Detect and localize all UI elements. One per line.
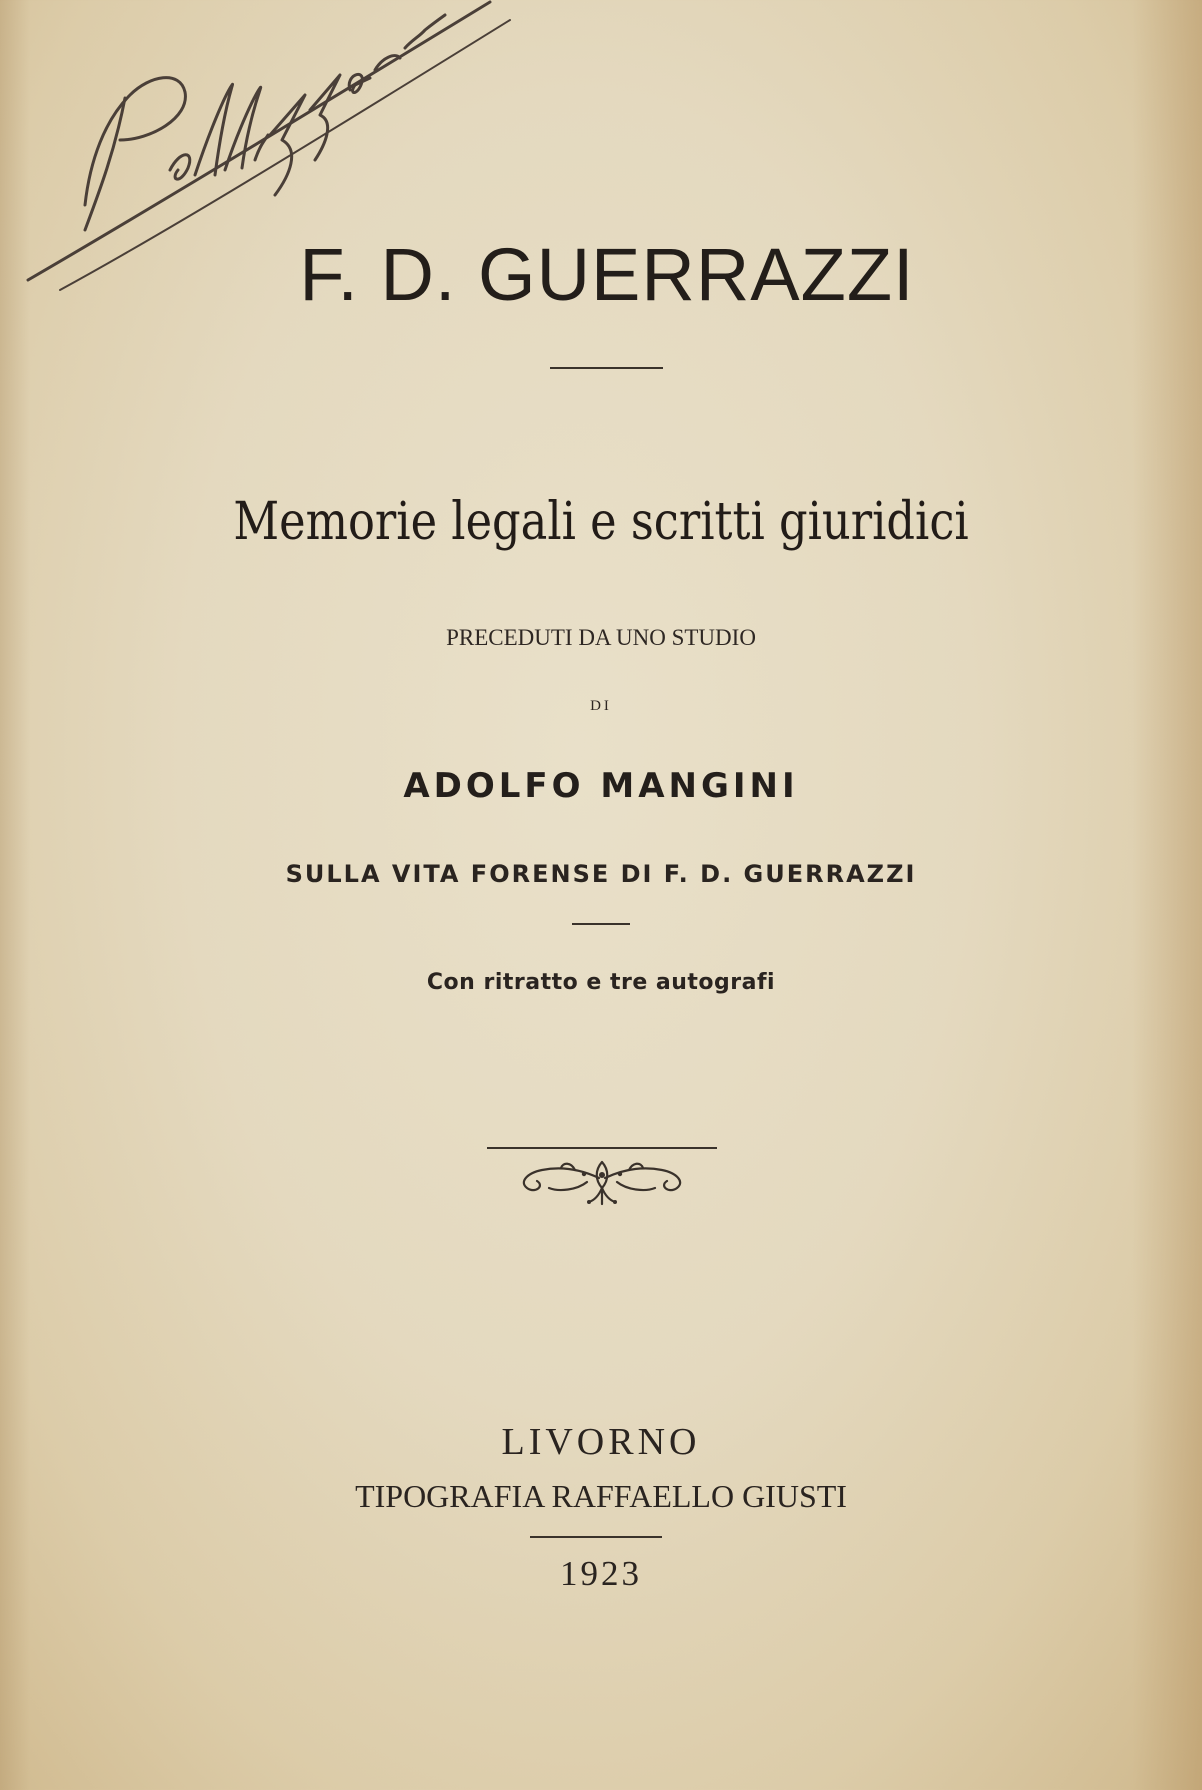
- floral-scroll-ornament-icon: [487, 1140, 717, 1210]
- book-author-heading: F. D. GUERRAZZI: [299, 233, 915, 316]
- imprint-printer: TIPOGRAFIA RAFFAELLO GIUSTI: [355, 1478, 847, 1514]
- illustrations-note: Con ritratto e tre autografi: [426, 970, 776, 995]
- study-author: ADOLFO MANGINI: [403, 766, 799, 806]
- imprint-city: LIVORNO: [501, 1421, 701, 1463]
- study-subject: SULLA VITA FORENSE DI F. D. GUERRAZZI: [285, 860, 917, 888]
- of-line: DI: [590, 698, 612, 714]
- preceded-by-line: PRECEDUTI DA UNO STUDIO: [446, 625, 756, 650]
- divider-rule-small: [572, 923, 630, 925]
- book-title: Memorie legali e scritti giuridici: [233, 492, 969, 552]
- imprint-divider-rule: [530, 1536, 662, 1538]
- divider-rule: [550, 367, 663, 369]
- imprint-year: 1923: [560, 1554, 642, 1593]
